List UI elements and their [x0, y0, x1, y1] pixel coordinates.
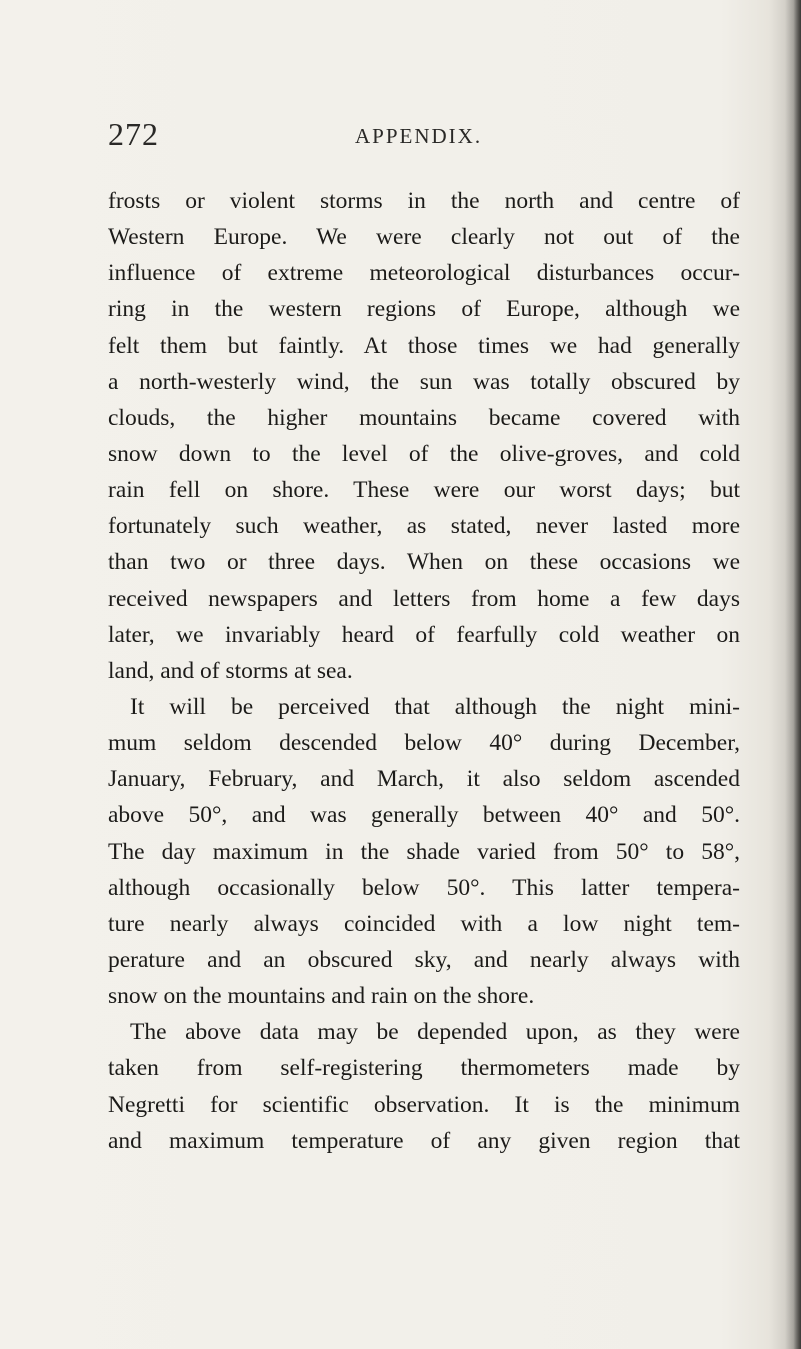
page-header	[0, 118, 801, 158]
text-line: taken from self-registering thermometers made by	[108, 1055, 740, 1082]
text-line: later, we invariably heard of fearfully cold weather on	[108, 621, 740, 648]
text-line: snow on the mountains and rain on the shore.	[108, 983, 535, 1010]
text-line: Western Europe. We were clearly not out of the	[108, 224, 740, 251]
text-line: felt them but faintly. At those times we had generally	[108, 332, 740, 359]
text-line: It will be perceived that although the night mini-	[130, 693, 740, 720]
text-line: rain fell on shore. These were our worst days; but	[108, 477, 740, 504]
text-line: and maximum temperature of any given region that	[108, 1127, 740, 1154]
text-line: ture nearly always coincided with a low night tem-	[108, 910, 740, 937]
text-line: The day maximum in the shade varied from 50° to 58°,	[108, 838, 740, 865]
text-line: clouds, the higher mountains became covered with	[108, 404, 740, 431]
page-number: 272	[108, 116, 159, 152]
text-line: above 50°, and was generally between 40° and 50°.	[108, 802, 740, 829]
text-line: fortunately such weather, as stated, never lasted more	[108, 513, 740, 540]
text-line: a north-westerly wind, the sun was totally obscured by	[108, 368, 740, 395]
text-line: land, and of storms at sea.	[108, 657, 353, 684]
text-line: Negretti for scientific observation. It is the minimum	[108, 1091, 740, 1118]
text-line: influence of extreme meteorological disturbances occur-	[108, 260, 740, 287]
text-line: although occasionally below 50°. This latter tempera-	[108, 874, 740, 901]
text-line: mum seldom descended below 40° during December,	[108, 730, 740, 757]
text-line: January, February, and March, it also seldom ascended	[108, 766, 740, 793]
body-text	[108, 183, 740, 1159]
text-line: frosts or violent storms in the north and centre of	[108, 188, 740, 214]
running-head: APPENDIX.	[355, 124, 483, 148]
text-line: ring in the western regions of Europe, although we	[108, 296, 740, 323]
text-line: snow down to the level of the olive-groves, and cold	[108, 440, 740, 467]
text-line: The above data may be depended upon, as they were	[130, 1019, 740, 1046]
text-line: perature and an obscured sky, and nearly always with	[108, 946, 740, 973]
text-line: received newspapers and letters from home a few days	[108, 585, 740, 612]
text-line: than two or three days. When on these occasions we	[108, 549, 740, 576]
binding-shadow	[785, 0, 801, 1349]
